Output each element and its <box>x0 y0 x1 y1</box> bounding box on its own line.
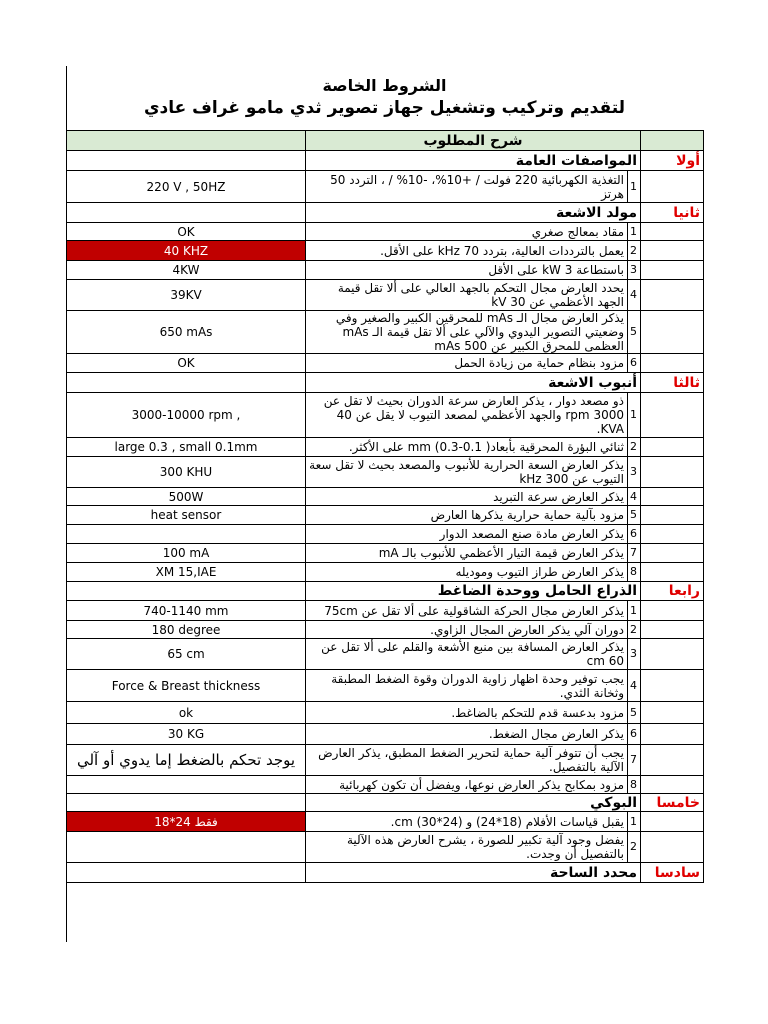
offered-value: 65 cm <box>67 639 306 670</box>
label-empty-cell <box>641 354 704 373</box>
requirement-description: يذكر العارض قيمة التيار الأعظمي للأنبوب بالـ mA <box>306 544 628 563</box>
section-title: أنبوب الاشعة <box>306 373 641 393</box>
label-empty-cell <box>641 241 704 261</box>
item-number: 2 <box>628 832 641 863</box>
label-empty-cell <box>641 393 704 438</box>
header-label-cell <box>641 131 704 151</box>
item-number: 6 <box>628 724 641 745</box>
item-number: 5 <box>628 506 641 525</box>
offered-value: 3000-10000 rpm , <box>67 393 306 438</box>
requirement-description: يقبل قياسات الأفلام (18*24) و (24*30) cm. <box>306 812 628 832</box>
offered-value: يوجد تحكم بالضغط إما يدوي أو آلي <box>67 745 306 776</box>
offered-value <box>67 525 306 544</box>
label-empty-cell <box>641 702 704 724</box>
item-number: 4 <box>628 670 641 702</box>
table-row <box>67 261 704 280</box>
table-row <box>67 354 704 373</box>
label-empty-cell <box>641 280 704 311</box>
table-row <box>67 393 704 438</box>
table-row <box>67 601 704 621</box>
offered-value: 180 degree <box>67 621 306 639</box>
item-number: 7 <box>628 745 641 776</box>
requirement-description: مقاد بمعالج صغري <box>306 223 628 241</box>
table-row <box>67 639 704 670</box>
requirement-description: يذكر العارض مجال الضغط. <box>306 724 628 745</box>
offered-value: heat sensor <box>67 506 306 525</box>
requirement-description: يذكر العارض مادة صنع المصعد الدوار <box>306 525 628 544</box>
requirement-description: مزود بآلية حماية حرارية يذكرها العارض <box>306 506 628 525</box>
document-subtitle: لتقديم وتركيب وتشغيل جهاز تصوير ثدي مامو غراف عادي <box>143 98 626 118</box>
offered-value: 30 KG <box>67 724 306 745</box>
offered-value: فقط 24*18 <box>67 812 306 832</box>
item-number: 7 <box>628 544 641 563</box>
item-number: 1 <box>628 601 641 621</box>
item-number: 6 <box>628 354 641 373</box>
item-number: 2 <box>628 621 641 639</box>
table-row <box>67 776 704 794</box>
offered-value: 740-1140 mm <box>67 601 306 621</box>
requirement-description: التغذية الكهربائية 220 فولت / +10%، -10% / ، التردد 50 هرتز <box>306 171 628 203</box>
section-label: أولا <box>641 151 704 171</box>
section-empty-cell <box>67 582 306 601</box>
table-row <box>67 544 704 563</box>
section-empty-cell <box>67 863 306 883</box>
table-row <box>67 745 704 776</box>
table-row <box>67 457 704 488</box>
item-number: 1 <box>628 812 641 832</box>
label-empty-cell <box>641 832 704 863</box>
label-empty-cell <box>641 601 704 621</box>
requirement-description: مزود بدعسة قدم للتحكم بالضاغط. <box>306 702 628 724</box>
section-title: البوكي <box>306 794 641 812</box>
offered-value <box>67 776 306 794</box>
item-number: 2 <box>628 438 641 457</box>
table-row <box>67 311 704 354</box>
label-empty-cell <box>641 670 704 702</box>
section-row <box>67 203 704 223</box>
offered-value: OK <box>67 354 306 373</box>
section-label: سادسا <box>641 863 704 883</box>
requirement-description: يذكر العارض سرعة التبريد <box>306 488 628 506</box>
item-number: 3 <box>628 639 641 670</box>
item-number: 4 <box>628 280 641 311</box>
requirement-description: ذو مصعد دوار ، يذكر العارض سرعة الدوران بحيث لا تقل عن 3000 rpm والجهد الأعظمي لمصعد التيوب لا يقل عن 40 KVA. <box>306 393 628 438</box>
offered-value: XM 15,IAE <box>67 563 306 582</box>
section-title: المواصفات العامة <box>306 151 641 171</box>
section-empty-cell <box>67 203 306 223</box>
offered-value: 4KW <box>67 261 306 280</box>
requirement-description: يحدد العارض مجال التحكم بالجهد العالي على ألا تقل قيمة الجهد الأعظمي عن 30 kV <box>306 280 628 311</box>
label-empty-cell <box>641 639 704 670</box>
table-row <box>67 171 704 203</box>
item-number: 1 <box>628 223 641 241</box>
table-row <box>67 563 704 582</box>
label-empty-cell <box>641 724 704 745</box>
requirement-description: دوران آلي يذكر العارض المجال الزاوي. <box>306 621 628 639</box>
table-row <box>67 488 704 506</box>
table-row <box>67 223 704 241</box>
requirement-description: باستطاعة 3 kW على الأقل <box>306 261 628 280</box>
section-row <box>67 863 704 883</box>
table-row <box>67 241 704 261</box>
label-empty-cell <box>641 563 704 582</box>
specifications-table <box>66 130 704 883</box>
item-number: 3 <box>628 261 641 280</box>
offered-value: 300 KHU <box>67 457 306 488</box>
item-number: 8 <box>628 776 641 794</box>
label-empty-cell <box>641 223 704 241</box>
label-empty-cell <box>641 745 704 776</box>
section-title: محدد الساحة <box>306 863 641 883</box>
section-empty-cell <box>67 373 306 393</box>
label-empty-cell <box>641 506 704 525</box>
section-row <box>67 151 704 171</box>
label-empty-cell <box>641 525 704 544</box>
offered-value: ok <box>67 702 306 724</box>
item-number: 8 <box>628 563 641 582</box>
item-number: 3 <box>628 457 641 488</box>
table-row <box>67 812 704 832</box>
label-empty-cell <box>641 171 704 203</box>
label-empty-cell <box>641 544 704 563</box>
requirement-description: مزود بمكابح يذكر العارض نوعها، ويفضل أن تكون كهربائية <box>306 776 628 794</box>
document-title: الشروط الخاصة <box>322 76 447 95</box>
requirement-description: يذكر العارض السعة الحرارية للأنبوب والمصعد بحيث لا تقل سعة التيوب عن 300 kHz <box>306 457 628 488</box>
requirement-description: مزود بنظام حماية من زيادة الحمل <box>306 354 628 373</box>
table-row <box>67 525 704 544</box>
offered-value <box>67 832 306 863</box>
item-number: 1 <box>628 171 641 203</box>
table-row <box>67 702 704 724</box>
offered-value: 100 mA <box>67 544 306 563</box>
section-label: ثانيا <box>641 203 704 223</box>
item-number: 6 <box>628 525 641 544</box>
item-number: 2 <box>628 241 641 261</box>
requirement-description: يذكر العارض مجال الحركة الشاقولية على ألا تقل عن 75cm <box>306 601 628 621</box>
table-row <box>67 506 704 525</box>
offered-value: 220 V , 50HZ <box>67 171 306 203</box>
offered-value: 500W <box>67 488 306 506</box>
label-empty-cell <box>641 311 704 354</box>
table-row <box>67 832 704 863</box>
section-title: مولد الاشعة <box>306 203 641 223</box>
table-row <box>67 438 704 457</box>
table-row <box>67 621 704 639</box>
requirement-description: يفضل وجود آلية تكبير للصورة ، يشرح العارض هذه الآلية بالتفصيل أن وجدت. <box>306 832 628 863</box>
table-header-row <box>67 131 704 151</box>
requirement-description: ثنائي البؤرة المحرقية بأبعاد( 0.1-0.3) mm على الأكثر. <box>306 438 628 457</box>
section-empty-cell <box>67 794 306 812</box>
label-empty-cell <box>641 488 704 506</box>
section-label: ثالثا <box>641 373 704 393</box>
item-number: 5 <box>628 311 641 354</box>
table-row <box>67 670 704 702</box>
section-row <box>67 794 704 812</box>
label-empty-cell <box>641 261 704 280</box>
label-empty-cell <box>641 457 704 488</box>
offered-value: OK <box>67 223 306 241</box>
section-label: رابعا <box>641 582 704 601</box>
offered-value: 650 mAs <box>67 311 306 354</box>
header-value-cell <box>67 131 306 151</box>
requirement-description: يذكر العارض مجال الـ mAs للمحرقين الكبير والصغير وفي وضعيتي التصوير اليدوي والآلي على ألا تقل قيمة الـ mAs العظمى للمحرق الكبير عن 500 mAs <box>306 311 628 354</box>
section-row <box>67 373 704 393</box>
requirement-description: يذكر العارض طراز التيوب وموديله <box>306 563 628 582</box>
section-row <box>67 582 704 601</box>
requirement-description: يذكر العارض المسافة بين منبع الأشعة والقلم على ألا تقل عن 60 cm <box>306 639 628 670</box>
item-number: 4 <box>628 488 641 506</box>
label-empty-cell <box>641 812 704 832</box>
label-empty-cell <box>641 776 704 794</box>
offered-value: Force & Breast thickness <box>67 670 306 702</box>
section-label: خامسا <box>641 794 704 812</box>
label-empty-cell <box>641 621 704 639</box>
offered-value: 40 KHZ <box>67 241 306 261</box>
item-number: 5 <box>628 702 641 724</box>
table-row <box>67 280 704 311</box>
label-empty-cell <box>641 438 704 457</box>
section-title: الذراع الحامل ووحدة الضاغط <box>306 582 641 601</box>
requirement-description: يجب توفير وحدة اظهار زاوية الدوران وقوة الضغط المطبقة وثخانة الثدي. <box>306 670 628 702</box>
table-row <box>67 724 704 745</box>
requirement-description: يعمل بالترددات العالية، بتردد 70 kHz على الأقل. <box>306 241 628 261</box>
offered-value: large 0.3 , small 0.1mm <box>67 438 306 457</box>
offered-value: 39KV <box>67 280 306 311</box>
requirement-description: يجب أن تتوفر آلية حماية لتحرير الضغط المطبق، يذكر العارض الآلية بالتفصيل. <box>306 745 628 776</box>
section-empty-cell <box>67 151 306 171</box>
header-description: شرح المطلوب <box>306 131 641 151</box>
item-number: 1 <box>628 393 641 438</box>
